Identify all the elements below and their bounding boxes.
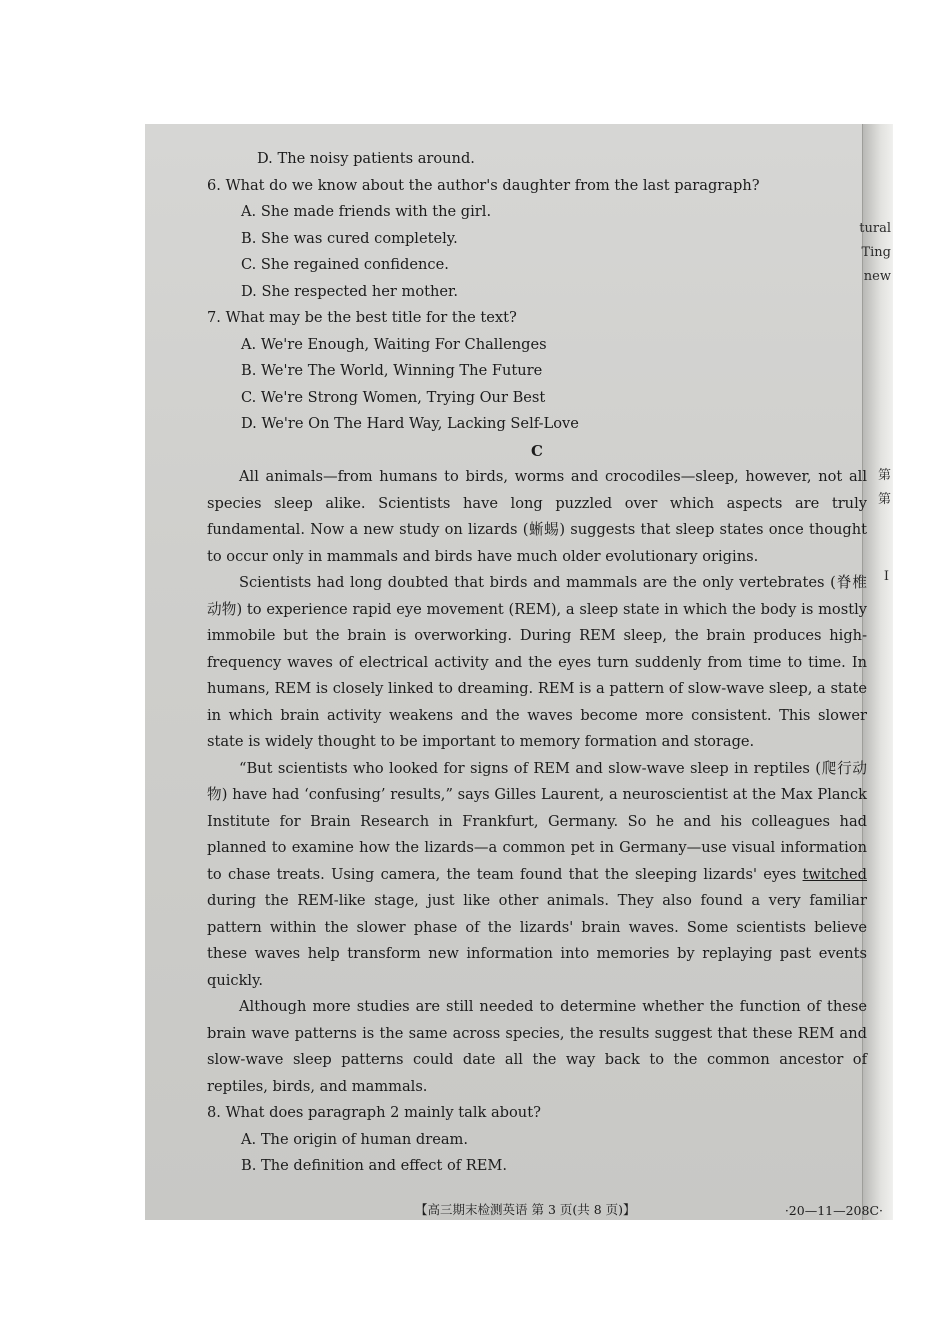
question-8-option-a: A. The origin of human dream. bbox=[241, 1130, 469, 1148]
question-6-option-a: A. She made friends with the girl. bbox=[241, 203, 492, 220]
edge-fragment: tural bbox=[859, 221, 891, 236]
passage-c-paragraph-3 bbox=[207, 756, 867, 995]
question-7-option-b: B. We're The World, Winning The Future bbox=[241, 362, 543, 379]
question-7-option-a: A. We're Enough, Waiting For Challenges bbox=[241, 335, 547, 353]
question-8 bbox=[207, 1100, 867, 1180]
question-6-option-c: C. She regained confidence. bbox=[241, 256, 449, 273]
passage-c-paragraph-1: All animals—from humans to birds, worms and crocodiles—sleep, however, not all species sleep alike. Scientists have long puzzled over which aspects are truly fundamental. Now a new study on lizards (蜥蜴) suggests that sleep states once thought to occur only in mammals and birds have much older evolutionary origins. bbox=[207, 468, 867, 565]
question-7-option-d: D. We're On The Hard Way, Lacking Self-Love bbox=[241, 415, 579, 432]
edge-fragment: new bbox=[863, 269, 891, 284]
edge-fragment: Ting bbox=[861, 245, 891, 260]
passage-c bbox=[207, 438, 867, 1101]
edge-fragment: 第 bbox=[877, 468, 891, 483]
question-8-text: 8. What does paragraph 2 mainly talk about? bbox=[207, 1104, 541, 1121]
edge-fragment: 第 bbox=[877, 492, 891, 507]
question-8-option-b: B. The definition and effect of REM. bbox=[241, 1157, 507, 1174]
passage-c-title: C bbox=[531, 441, 543, 460]
page-content bbox=[207, 146, 867, 1180]
question-7-text: 7. What may be the best title for the text? bbox=[207, 309, 517, 326]
question-7 bbox=[207, 305, 867, 438]
question-6-text: 6. What do we know about the author's daughter from the last paragraph? bbox=[207, 176, 760, 194]
question-6 bbox=[207, 173, 867, 306]
footer-exam-label: 【高三期末检测英语 第 3 页(共 8 页)】 bbox=[415, 1202, 636, 1217]
photographed-page bbox=[145, 124, 893, 1220]
passage-c-paragraph-2: Scientists had long doubted that birds and mammals are the only vertebrates (脊椎动物) to experience rapid eye movement (REM), a sleep state in which the body is mostly immobile but the brain is overworking. During REM sleep, the brain produces high-frequency waves of electrical activity and the eyes turn suddenly from time to time. In humans, REM is closely linked to dreaming. REM is a pattern of slow-wave sleep, a state in which brain activity weakens and the waves become more consistent. This slower state is widely thought to be important to memory formation and storage. bbox=[207, 574, 867, 750]
page-footer bbox=[145, 1197, 893, 1219]
question-6-option-d: D. She respected her mother. bbox=[241, 282, 459, 300]
underlined-word: twitched bbox=[802, 865, 867, 883]
q5-option-d: D. The noisy patients around. bbox=[257, 150, 475, 167]
paragraph-3-text-before: “But scientists who looked for signs of REM and slow-wave sleep in reptiles (爬行动物) have had ‘confusing’ results,” says Gilles Laurent, a neuroscientist at the Max Planck Institute for Brain Research in Frankfurt, Germany. So he and his colleagues had planned to examine how the lizards—a common pet in Germany—use visual information to chase treats. Using camera, the team found that the sleeping lizards' eyes bbox=[207, 759, 867, 883]
question-7-option-c: C. We're Strong Women, Trying Our Best bbox=[241, 388, 546, 406]
paragraph-3-text-after: during the REM-like stage, just like other animals. They also found a very familiar pattern within the slower phase of the lizards' brain waves. Some scientists believe these waves help transform new information into memories by replaying past events quickly. bbox=[207, 892, 867, 989]
passage-c-paragraph-4: Although more studies are still needed to determine whether the function of these brain wave patterns is the same across species, the results suggest that these REM and slow-wave sleep patterns could date all the way back to the common ancestor of reptiles, birds, and mammals. bbox=[207, 998, 867, 1095]
footer-code: ·20—11—208C· bbox=[784, 1203, 883, 1218]
question-6-option-b: B. She was cured completely. bbox=[241, 229, 458, 247]
edge-fragment: I bbox=[883, 569, 889, 584]
